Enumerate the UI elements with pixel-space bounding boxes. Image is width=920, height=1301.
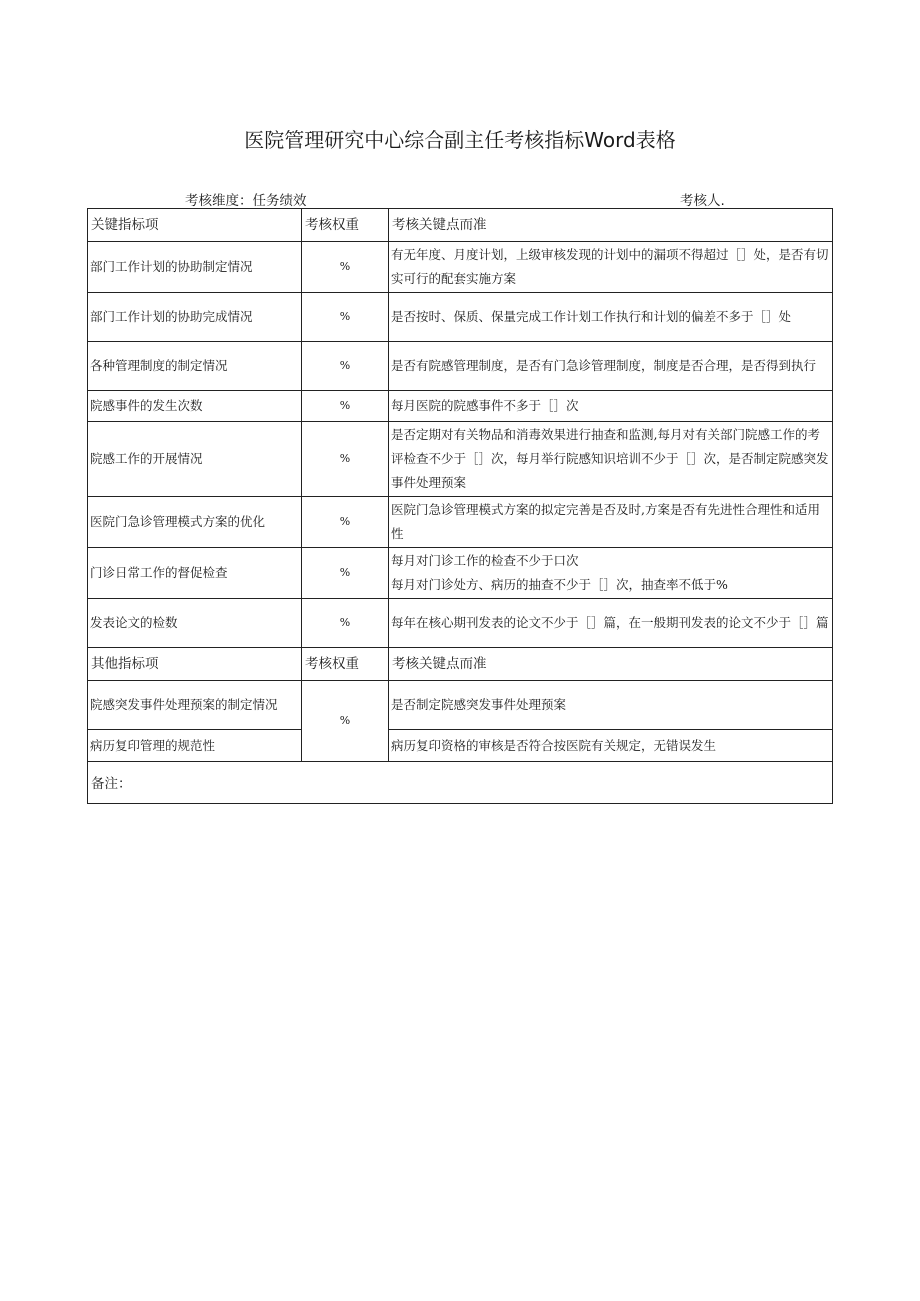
table-row	[88, 548, 833, 599]
row-criteria: 每月医院的院感事件不多于［］次	[389, 391, 833, 422]
row-item: 部门工作计划的协助完成情况	[88, 293, 302, 342]
page-title: 医院管理研究中心综合副主任考核指标Word表格	[244, 128, 676, 152]
row-item: 院感事件的发生次数	[88, 391, 302, 422]
table-row	[88, 242, 833, 293]
table-row	[88, 599, 833, 648]
row-weight: %	[302, 548, 389, 599]
row-weight: %	[302, 599, 389, 648]
row-criteria-multiline	[389, 548, 833, 599]
header-criteria: 考核关键点而准	[389, 209, 833, 242]
table-row	[88, 730, 833, 762]
row-weight: %	[302, 242, 389, 293]
row-weight: %	[302, 422, 389, 497]
row-weight: %	[302, 497, 389, 548]
key-header-row	[88, 209, 833, 242]
row-weight: %	[302, 293, 389, 342]
row-item: 院感工作的开展情况	[88, 422, 302, 497]
table-row	[88, 391, 833, 422]
header-item: 关键指标项	[88, 209, 302, 242]
row-item: 医院门急诊管理模式方案的优化	[88, 497, 302, 548]
row-criteria: 是否按时、保质、保量完成工作计划工作执行和计划的偏差不多于［］处	[389, 293, 833, 342]
row-weight: %	[302, 681, 389, 762]
header-item: 其他指标项	[88, 648, 302, 681]
row-item: 门诊日常工作的督促检查	[88, 548, 302, 599]
row-item: 发表论文的检数	[88, 599, 302, 648]
header-weight: 考核权重	[302, 648, 389, 681]
table-row	[88, 422, 833, 497]
remarks-row	[88, 762, 833, 804]
row-criteria: 是否制定院感突发事件处理预案	[389, 681, 833, 730]
row-criteria: 医院门急诊管理模式方案的拟定完善是否及时,方案是否有先进性合理性和适用性	[389, 497, 833, 548]
row-criteria: 病历复印资格的审核是否符合按医院有关规定，无错误发生	[389, 730, 833, 762]
header-criteria: 考核关键点而准	[389, 648, 833, 681]
row-item: 病历复印管理的规范性	[88, 730, 302, 762]
row-criteria: 每年在核心期刊发表的论文不少于［］篇，在一般期刊发表的论文不少于［］篇	[389, 599, 833, 648]
row-weight: %	[302, 342, 389, 391]
header-weight: 考核权重	[302, 209, 389, 242]
other-header-row	[88, 648, 833, 681]
assessment-table	[87, 208, 833, 804]
criteria-line: 每月对门诊工作的检查不少于口次	[391, 553, 579, 568]
remarks: 备注：	[88, 762, 833, 804]
row-item: 各种管理制度的制定情况	[88, 342, 302, 391]
row-item: 院感突发事件处理预案的制定情况	[88, 681, 302, 730]
table-row	[88, 342, 833, 391]
row-criteria: 是否定期对有关物品和消毒效果进行抽查和监测,每月对有关部门院感工作的考评检查不少于［］次，每月举行院感知识培训不少于［］次，是否制定院感突发事件处理预案	[389, 422, 833, 497]
table-row	[88, 293, 833, 342]
criteria-line: 每月对门诊处方、病历的抽查不少于［］次，抽查率不低于%	[391, 577, 728, 592]
table-row	[88, 681, 833, 730]
row-criteria: 有无年度、月度计划，上级审核发现的计划中的漏项不得超过［］处，是否有切实可行的配套实施方案	[389, 242, 833, 293]
assessment-dimension: 考核维度：任务绩效	[185, 193, 307, 209]
assessor-label: 考核人.	[680, 193, 725, 209]
row-weight: %	[302, 391, 389, 422]
table-row	[88, 497, 833, 548]
row-item: 部门工作计划的协助制定情况	[88, 242, 302, 293]
row-criteria: 是否有院感管理制度，是否有门急诊管理制度，制度是否合理，是否得到执行	[389, 342, 833, 391]
